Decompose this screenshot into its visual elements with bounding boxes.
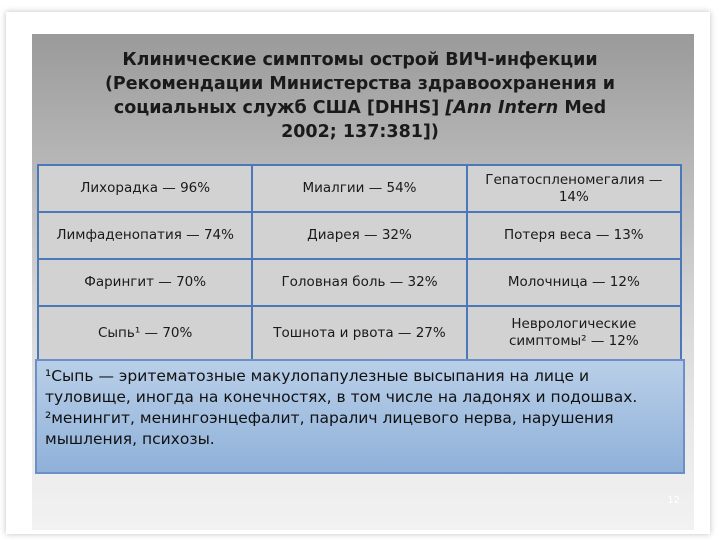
table-row (38, 259, 681, 306)
table-cell: Гепатоспленомегалия — 14% (467, 165, 681, 212)
table-cell: Лимфаденопатия — 74% (38, 212, 252, 259)
table-row (38, 165, 681, 212)
title-line-2: (Рекомендации Министерства здравоохранения и (104, 74, 616, 94)
table-cell: Потеря веса — 13% (467, 212, 681, 259)
symptoms-table (37, 164, 682, 361)
table-row (38, 212, 681, 259)
title-line-4: 2002; 137:381]) (281, 122, 439, 142)
table-cell: Миалгии — 54% (252, 165, 466, 212)
title-line-3-italic: [Ann Intern (445, 98, 559, 118)
title-line-1: Клинические симптомы острой ВИЧ-инфекции (122, 50, 598, 70)
table-cell: Диарея — 32% (252, 212, 466, 259)
title-line-3-start: социальных служб США [DHHS] (113, 98, 440, 118)
table-cell: Тошнота и рвота — 27% (252, 306, 466, 360)
footnote-1: ¹Сыпь — эритематозные макулопапулезные высыпания на лице и туловище, иногда на конечностях, в том числе на ладонях и подошвах. (45, 367, 638, 406)
footnote-2: ²менингит, менингоэнцефалит, паралич лицевого нерва, нарушения мышления, психозы. (45, 409, 614, 448)
table-cell: Фарингит — 70% (38, 259, 252, 306)
table-cell: Головная боль — 32% (252, 259, 466, 306)
title-line-3-end: Med (564, 98, 607, 118)
table-cell: Лихорадка — 96% (38, 165, 252, 212)
slide-title (40, 48, 680, 144)
table-cell: Неврологические симптомы² — 12% (467, 306, 681, 360)
footnotes-box (35, 359, 685, 474)
table-cell: Сыпь¹ — 70% (38, 306, 252, 360)
table-row (38, 306, 681, 360)
title-line-3 (40, 96, 680, 120)
table-cell: Молочница — 12% (467, 259, 681, 306)
page-number: 12 (667, 495, 680, 506)
